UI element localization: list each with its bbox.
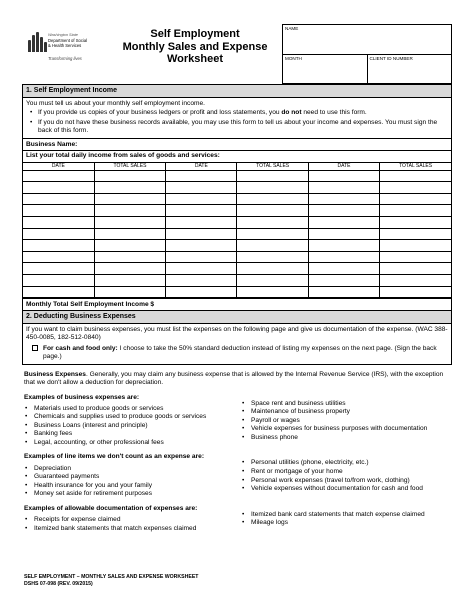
dshs-logo <box>22 24 108 84</box>
list-item: • Guaranteed payments <box>25 473 100 481</box>
list-item: • Depreciation <box>25 464 72 472</box>
date-cell[interactable] <box>23 205 94 217</box>
footer-form-number: DSHS 07-098 (REV. 09/2015) <box>24 581 93 588</box>
total-sales-cell[interactable] <box>380 193 451 205</box>
date-cell[interactable] <box>308 193 379 205</box>
logo-tagline: Transforming lives <box>48 56 82 61</box>
table-header: TOTAL SALES <box>380 162 451 170</box>
date-cell[interactable] <box>308 205 379 217</box>
date-cell[interactable] <box>166 228 237 240</box>
table-header: DATE <box>308 162 379 170</box>
table-row <box>23 251 451 263</box>
date-cell[interactable] <box>308 275 379 287</box>
date-cell[interactable] <box>166 263 237 275</box>
form-footer <box>24 574 198 588</box>
date-cell[interactable] <box>166 170 237 182</box>
list-item: • Money set aside for retirement purposes <box>25 490 153 498</box>
table-row <box>23 263 451 275</box>
date-cell[interactable] <box>166 193 237 205</box>
logo-dept-line: & Health Services <box>48 42 82 48</box>
total-sales-cell[interactable] <box>94 263 165 275</box>
table-row <box>23 205 451 217</box>
date-cell[interactable] <box>166 205 237 217</box>
form-sections <box>22 84 452 365</box>
people-logo-icon <box>28 32 46 52</box>
total-sales-cell[interactable] <box>380 286 451 298</box>
table-header: DATE <box>166 162 237 170</box>
total-sales-cell[interactable] <box>94 170 165 182</box>
table-row <box>23 286 451 298</box>
date-cell[interactable] <box>23 217 94 229</box>
date-cell[interactable] <box>166 251 237 263</box>
date-cell[interactable] <box>308 251 379 263</box>
table-row <box>23 275 451 287</box>
date-cell[interactable] <box>23 182 94 194</box>
date-cell[interactable] <box>166 240 237 252</box>
examples-heading: Examples of business expenses are: <box>24 393 140 401</box>
total-sales-cell[interactable] <box>380 205 451 217</box>
total-sales-cell[interactable] <box>380 182 451 194</box>
list-item: • Business Loans (interest and principle) <box>25 421 148 429</box>
table-header: TOTAL SALES <box>94 162 165 170</box>
date-cell[interactable] <box>308 263 379 275</box>
date-cell[interactable] <box>308 182 379 194</box>
total-sales-cell[interactable] <box>237 228 308 240</box>
id-box <box>282 24 452 84</box>
list-item: • Chemicals and supplies used to produce goods or services <box>25 413 207 421</box>
date-cell[interactable] <box>166 182 237 194</box>
total-sales-cell[interactable] <box>94 275 165 287</box>
table-header: TOTAL SALES <box>237 162 308 170</box>
list-item: • Space rent and business utilities <box>242 399 346 407</box>
date-cell[interactable] <box>166 217 237 229</box>
total-sales-cell[interactable] <box>380 251 451 263</box>
business-name-field[interactable]: Business Name: <box>23 138 451 150</box>
standard-deduction-checkbox[interactable] <box>32 345 38 351</box>
list-item: • Banking fees <box>25 430 73 438</box>
list-item: • Payroll or wages <box>242 416 300 424</box>
total-sales-cell[interactable] <box>94 240 165 252</box>
table-row <box>23 193 451 205</box>
section-1-heading: 1. Self Employment Income <box>23 85 451 98</box>
list-item: • Vehicle expenses for business purposes with documentation <box>242 425 428 433</box>
total-sales-cell[interactable] <box>237 182 308 194</box>
date-cell[interactable] <box>308 286 379 298</box>
total-sales-cell[interactable] <box>94 286 165 298</box>
list-item: • If you provide us copies of your business ledgers or profit and loss statements, you do not need to use this form. <box>30 109 367 117</box>
section-2-text: If you want to claim business expenses, you must list the expenses on the following page and give us documentation of the expense. (WAC 388-450-0085, 182-512-0840) <box>26 326 448 342</box>
total-sales-cell[interactable] <box>94 205 165 217</box>
table-row <box>23 228 451 240</box>
total-sales-cell[interactable] <box>237 170 308 182</box>
total-sales-cell[interactable] <box>380 275 451 287</box>
total-sales-cell[interactable] <box>380 170 451 182</box>
business-expenses-intro: Business Expenses. Generally, you may claim any business expense that is allowed by the Internal Revenue Service (IRS), with the exception that we don't allow a deduction for depreciation. <box>24 371 444 387</box>
total-sales-cell[interactable] <box>237 275 308 287</box>
date-cell[interactable] <box>23 228 94 240</box>
total-sales-cell[interactable] <box>237 286 308 298</box>
month-field[interactable]: MONTH <box>285 55 302 61</box>
total-sales-cell[interactable] <box>380 263 451 275</box>
list-item: • Rent or mortgage of your home <box>242 468 343 475</box>
logo-dept-line: Department of Social <box>48 37 88 43</box>
list-item: • If you do not have these business records available, you may use this form to tell us about your income and expenses. You must sign the back of this form. <box>30 118 438 134</box>
date-cell[interactable] <box>23 263 94 275</box>
daily-income-label: List your total daily income from sales of goods and services: <box>23 150 451 161</box>
form-header <box>22 24 452 84</box>
form-page <box>22 24 452 539</box>
list-item: • Itemized bank statements that match expenses claimed <box>25 524 197 532</box>
list-item: • Business phone <box>242 433 298 441</box>
date-cell[interactable] <box>308 240 379 252</box>
list-item: • Vehicle expenses without documentation for cash and food <box>242 485 423 493</box>
date-cell[interactable] <box>23 240 94 252</box>
total-sales-cell[interactable] <box>380 240 451 252</box>
list-item: • Materials used to produce goods or services <box>25 404 164 412</box>
date-cell[interactable] <box>23 286 94 298</box>
list-item: • Health insurance for you and your family <box>25 481 153 489</box>
date-cell[interactable] <box>23 275 94 287</box>
date-cell[interactable] <box>308 228 379 240</box>
total-sales-cell[interactable] <box>94 193 165 205</box>
section-2-heading: 2. Deducting Business Expenses <box>23 311 451 324</box>
total-sales-cell[interactable] <box>237 240 308 252</box>
non-expense-heading: Examples of line items we don't count as an expense are: <box>24 453 205 461</box>
total-sales-cell[interactable] <box>94 182 165 194</box>
date-cell[interactable] <box>23 193 94 205</box>
total-sales-cell[interactable] <box>380 228 451 240</box>
total-sales-cell[interactable] <box>237 193 308 205</box>
total-sales-cell[interactable] <box>94 217 165 229</box>
table-row <box>23 182 451 194</box>
section-1-intro: You must tell us about your monthly self employment income. <box>26 99 205 107</box>
date-cell[interactable] <box>308 170 379 182</box>
list-item: • Itemized bank card statements that match expense claimed <box>242 510 425 518</box>
total-sales-cell[interactable] <box>237 251 308 263</box>
list-item: • Personal utilities (phone, electricity, etc.) <box>242 459 369 467</box>
monthly-total-field[interactable]: Monthly Total Self Employment Income $ <box>23 298 451 311</box>
logo-state: Washington State <box>48 33 78 37</box>
standard-deduction-option: For cash and food only: I choose to take the 50% standard deduction instead of listing my expenses on the next page. (Sign the back page.) <box>32 345 448 361</box>
footer-title: SELF EMPLOYMENT – MONTHLY SALES AND EXPENSE WORKSHEET <box>24 574 199 580</box>
sales-table <box>23 162 451 299</box>
table-row <box>23 217 451 229</box>
total-sales-cell[interactable] <box>94 228 165 240</box>
documentation-heading: Examples of allowable documentation of expenses are: <box>24 504 198 512</box>
list-item: • Maintenance of business property <box>242 408 350 416</box>
name-field[interactable]: NAME <box>285 26 299 31</box>
table-row <box>23 240 451 252</box>
date-cell[interactable] <box>308 217 379 229</box>
list-item: • Legal, accounting, or other professional fees <box>25 438 164 446</box>
total-sales-cell[interactable] <box>380 217 451 229</box>
form-title: Self Employment Monthly Sales and Expense Worksheet <box>122 28 268 66</box>
total-sales-cell[interactable] <box>94 251 165 263</box>
date-cell[interactable] <box>23 251 94 263</box>
list-item: • Mileage logs <box>242 519 289 527</box>
date-cell[interactable] <box>23 170 94 182</box>
total-sales-cell[interactable] <box>237 205 308 217</box>
list-item: • Personal work expenses (travel to/from work, clothing) <box>242 476 410 484</box>
date-cell[interactable] <box>166 286 237 298</box>
total-sales-cell[interactable] <box>237 217 308 229</box>
table-header: DATE <box>23 162 94 170</box>
expense-guidance <box>22 371 452 533</box>
date-cell[interactable] <box>166 275 237 287</box>
total-sales-cell[interactable] <box>237 263 308 275</box>
list-item: • Receipts for expense claimed <box>25 516 121 524</box>
table-row <box>23 170 451 182</box>
client-id-field[interactable]: CLIENT ID NUMBER <box>367 55 452 84</box>
